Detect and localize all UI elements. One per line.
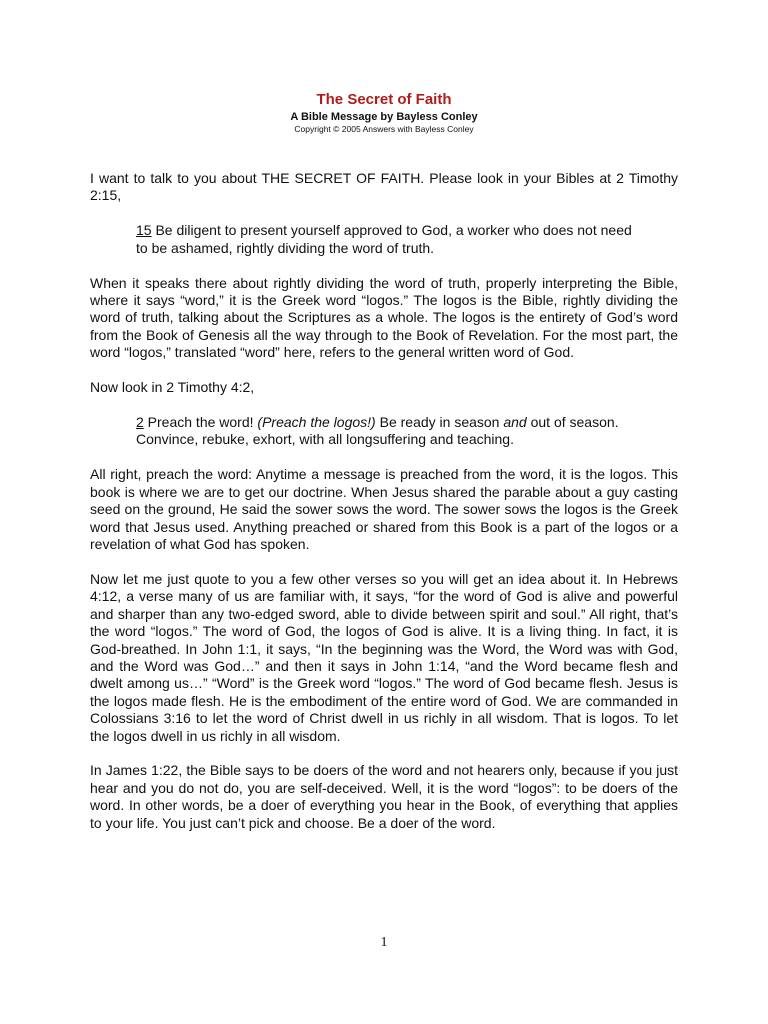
verse-italic-word: and <box>503 414 527 431</box>
verse-text: out of season. Convince, rebuke, exhort, with all longsuffering and teaching. <box>136 414 619 448</box>
paragraph-now-look: Now look in 2 Timothy 4:2, <box>90 379 255 396</box>
scripture-quote-2-timothy-2-15 <box>136 222 636 257</box>
verse-number: 2 <box>136 414 144 431</box>
document-body <box>90 170 678 850</box>
document-title: The Secret of Faith <box>316 91 452 108</box>
verse-number: 15 <box>136 222 152 239</box>
verse-text: Be diligent to present yourself approved to God, a worker who does not need to be ashamed, rightly dividing the word of truth. <box>136 222 632 256</box>
paragraph-logos-explanation: When it speaks there about rightly dividing the word of truth, properly interpreting the Bible, where it says “word,” it is the Greek word “logos.” The logos is the Bible, rightly dividing the word of truth, talking about the Scriptures as a whole. The logos is the entirety of God’s word from the Book of Genesis all the way through to the Book of Revelation. For the most part, the word “logos,” translated “word” here, refers to the general written word of God. <box>90 274 678 361</box>
page-number: 1 <box>380 935 388 950</box>
verse-text: Preach the word! <box>143 414 258 431</box>
copyright-notice: Copyright © 2005 Answers with Bayless Conley <box>294 124 474 134</box>
paragraph-preach-the-word: All right, preach the word: Anytime a message is preached from the word, it is the logos. This book is where we are to get our doctrine. When Jesus shared the parable about a guy casting seed on the ground, He said the sower sows the word. The sower sows the logos is the Greek word that Jesus used. Anything preached or shared from this Book is a part of the logos or a revelation of what God has spoken. <box>90 466 678 552</box>
document-header <box>0 90 768 134</box>
paragraph-doers-of-the-word: In James 1:22, the Bible says to be doers of the word and not hearers only, because if you just hear and you do not do, you are self-deceived. Well, it is the word “logos”: to be doers of the word. In other words, be a doer of everything you hear in the Book, of everything that applies to your life. You just can’t pick and choose. Be a doer of the word. <box>90 762 678 831</box>
document-subtitle: A Bible Message by Bayless Conley <box>290 111 478 123</box>
verse-italic-note: (Preach the logos!) <box>257 414 376 431</box>
verse-text: Be ready in season <box>375 414 504 431</box>
intro-paragraph: I want to talk to you about THE SECRET OF FAITH. Please look in your Bibles at 2 Timothy 2:15, <box>90 170 678 204</box>
scripture-quote-2-timothy-4-2 <box>136 414 636 449</box>
paragraph-other-verses: Now let me just quote to you a few other verses so you will get an idea about it. In Hebrews 4:12, a verse many of us are familiar with, it says, “for the word of God is alive and powerful and sharper than any two-edged sword, able to divide between spirit and soul.” All right, that’s the word “logos.” The word of God, the logos of God is alive. It is a living thing. In fact, it is God-breathed. In John 1:1, it says, “In the beginning was the Word, the Word was with God, and the Word was God…” and then it says in John 1:14, “and the Word became flesh and dwelt among us…” “Word” is the Greek word “logos.” The word of God became flesh. Jesus is the logos made flesh. He is the embodiment of the entire word of God. We are commanded in Colossians 3:16 to let the word of Christ dwell in us richly in all wisdom. That is logos. To let the logos dwell in us richly in all wisdom. <box>90 570 678 744</box>
